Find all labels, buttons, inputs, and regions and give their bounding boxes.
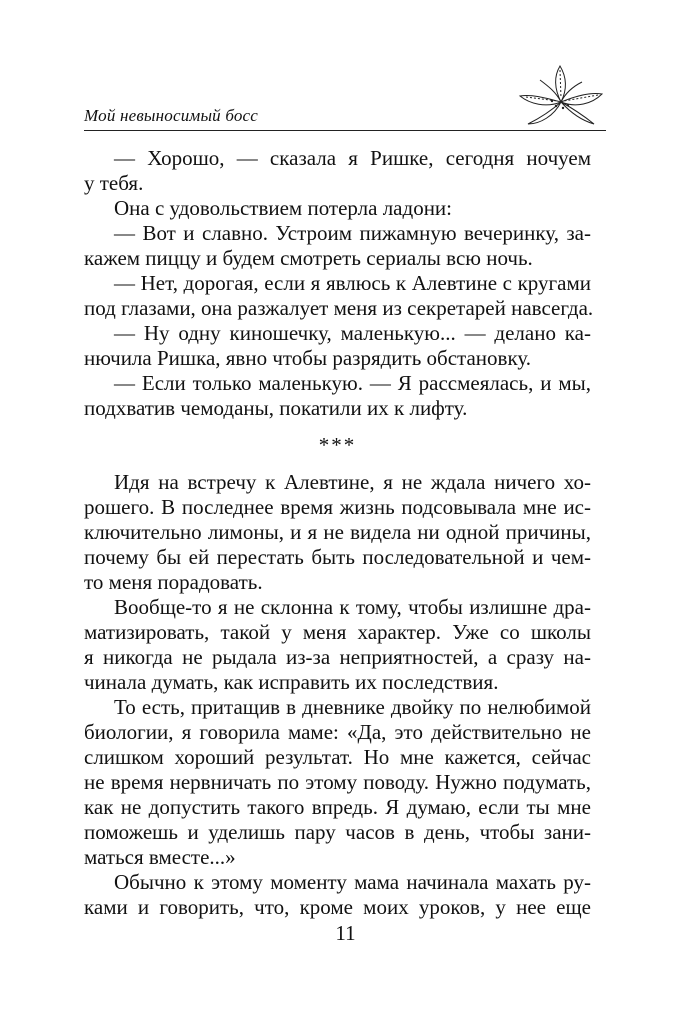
header-rule	[84, 130, 606, 131]
page-number: 11	[335, 921, 356, 945]
text-line: ками и говорить, что, кроме моих уроков, у нее еще	[84, 895, 591, 919]
text-line: ключительно лимоны, и я не видела ни одной причины,	[84, 520, 591, 544]
text-line: маться вместе...»	[84, 845, 236, 869]
text-line: — Хорошо, — сказала я Ришке, сегодня ночуем	[114, 146, 591, 170]
text-line: Идя на встречу к Алевтине, я не ждала ничего хо-	[114, 470, 591, 494]
text-line: у тебя.	[84, 171, 144, 195]
text-line: я никогда не рыдала из-за неприятностей, а сразу на-	[84, 645, 591, 669]
text-line: слишком хороший результат. Но мне кажется, сейчас	[84, 745, 591, 769]
text-line: биологии, я говорила маме: «Да, это действительно не	[84, 720, 591, 744]
page-body	[84, 146, 594, 920]
text-line: нючила Ришка, явно чтобы разрядить обстановку.	[84, 346, 532, 370]
text-line: поможешь и уделишь пару часов в день, чтобы зани-	[84, 820, 591, 844]
text-line: как не допустить такого впредь. Я думаю, если ты мне	[84, 795, 591, 819]
text-line: Вообще-то я не склонна к тому, чтобы излишне дра-	[114, 595, 591, 619]
text-line: рошего. В последнее время жизнь подсовывала мне ис-	[84, 495, 591, 519]
running-header	[84, 64, 606, 134]
scene-divider: ***	[318, 433, 357, 457]
text-line: матизировать, такой у меня характер. Уже со школы	[84, 620, 591, 644]
text-line: под глазами, она разжалует меня из секретарей навсегда.	[84, 296, 594, 320]
text-line: — Нет, дорогая, если я явлюсь к Алевтине с кругами	[114, 271, 591, 295]
running-title: Мой невыносимый босс	[84, 106, 259, 125]
text-line: почему бы ей перестать быть последовательной и чем-	[84, 545, 591, 569]
text-line: подхватив чемоданы, покатили их к лифту.	[84, 396, 468, 420]
text-line: — Ну одну киношечку, маленькую... — делано ка-	[114, 321, 591, 345]
text-line: — Вот и славно. Устроим пижамную вечеринку, за-	[114, 221, 591, 245]
text-line: — Если только маленькую. — Я рассмеялась, и мы,	[114, 371, 591, 395]
section-1	[84, 146, 594, 421]
lily-flower-icon	[518, 64, 604, 134]
text-line: то меня порадовать.	[84, 570, 263, 594]
text-line: Обычно к этому моменту мама начинала махать ру-	[114, 870, 591, 894]
section-2	[84, 470, 591, 920]
text-line: То есть, притащив в дневнике двойку по нелюбимой	[114, 695, 591, 719]
text-line: чинала думать, как исправить их последствия.	[84, 670, 499, 694]
text-line: кажем пиццу и будем смотреть сериалы всю ночь.	[84, 246, 533, 270]
text-line: Она с удовольствием потерла ладони:	[114, 196, 452, 220]
text-line: не время нервничать по этому поводу. Нужно подумать,	[84, 770, 591, 794]
